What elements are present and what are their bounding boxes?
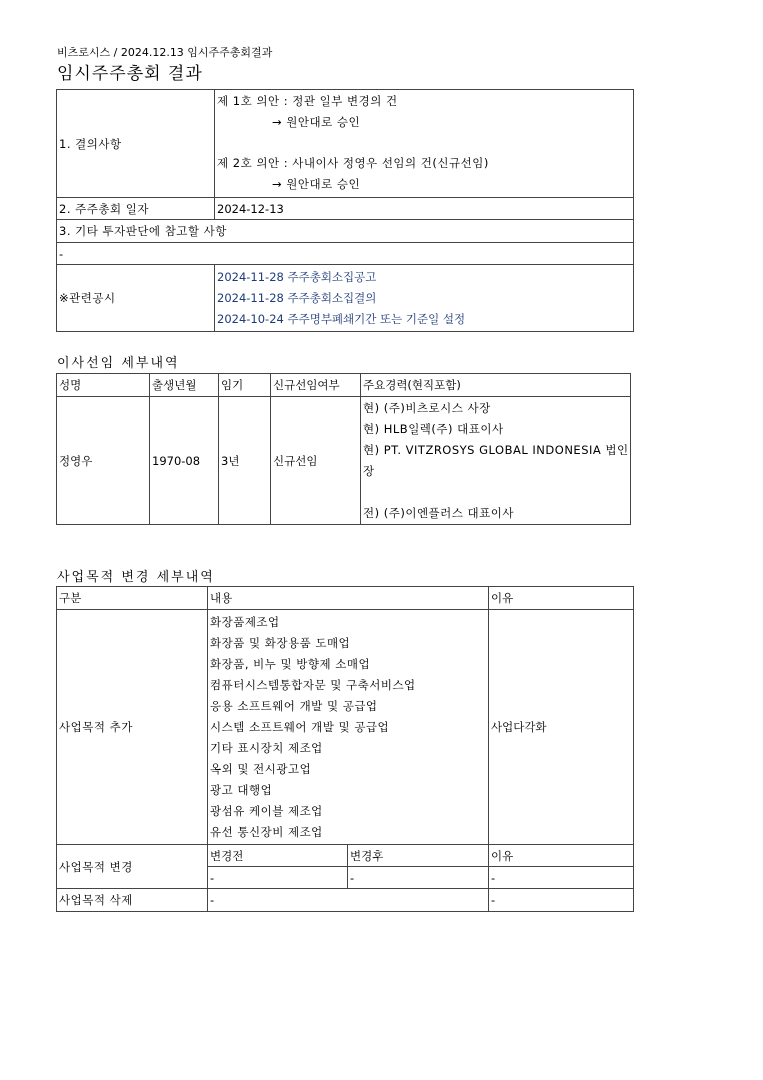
related-disclosure-link[interactable]: 2024-10-24 주주명부폐쇄기간 또는 기준일 설정	[217, 311, 466, 326]
director-new-appointment: 신규선임	[271, 397, 361, 525]
related-disclosure-link[interactable]: 2024-11-28 주주총회소집결의	[217, 290, 377, 305]
agenda-2: 제 2호 의안 : 사내이사 정영우 선임의 건(신규선임)	[217, 156, 489, 170]
delete-purpose-reason: -	[489, 889, 634, 912]
other-info-label: 3. 기타 투자판단에 참고할 사항	[57, 220, 634, 243]
list-item: 시스템 소프트웨어 개발 및 공급업	[210, 719, 390, 734]
page-title: 임시주주총회 결과	[57, 64, 203, 84]
related-disclosure-cell	[215, 265, 634, 332]
header-career: 주요경력(현직포함)	[361, 374, 631, 397]
related-disclosure-label: ※관련공시	[57, 265, 215, 332]
related-disclosure-link[interactable]: 2024-11-28 주주총회소집공고	[217, 269, 377, 284]
table-row	[57, 265, 634, 332]
career-line: 현) PT. VITZROSYS GLOBAL INDONESIA 법인	[363, 442, 629, 457]
list-item: 화장품 및 화장용품 도매업	[210, 635, 351, 650]
career-line	[363, 482, 628, 503]
agenda-2-result: → 원안대로 승인	[272, 177, 361, 191]
header-birth: 출생년월	[150, 374, 219, 397]
list-item: 옥외 및 전시광고업	[210, 761, 312, 776]
change-purpose-label: 사업목적 변경	[57, 845, 208, 889]
change-after-value: -	[348, 867, 489, 889]
list-item: 화장품제조업	[210, 614, 280, 629]
meeting-date-value: 2024-12-13	[215, 198, 634, 220]
add-purpose-reason: 사업다각화	[489, 610, 634, 845]
table-row	[57, 845, 634, 867]
add-purpose-label: 사업목적 추가	[57, 610, 208, 845]
other-info-value: -	[57, 243, 634, 265]
career-line: 현) HLB일렉(주) 대표이사	[363, 421, 504, 436]
list-item: 컴퓨터시스템통합자문 및 구축서비스업	[210, 677, 416, 692]
list-item: 응용 소프트웨어 개발 및 공급업	[210, 698, 378, 713]
list-item: 유선 통신장비 제조업	[210, 824, 323, 839]
resolutions-label: 1. 결의사항	[57, 90, 215, 198]
table-row	[57, 587, 634, 610]
change-header-reason: 이유	[489, 845, 634, 867]
change-reason-value: -	[489, 867, 634, 889]
delete-purpose-label: 사업목적 삭제	[57, 889, 208, 912]
director-name: 정영우	[57, 397, 150, 525]
list-item: 화장품, 비누 및 방향제 소매업	[210, 656, 371, 671]
table-row	[57, 397, 631, 525]
table-row	[57, 610, 634, 845]
change-header-after: 변경후	[348, 845, 489, 867]
header-name: 성명	[57, 374, 150, 397]
career-line: 현) (주)비츠로시스 사장	[363, 400, 491, 415]
purpose-section-title: 사업목적 변경 세부내역	[57, 570, 215, 585]
header-reason: 이유	[489, 587, 634, 610]
list-item: 광섬유 케이블 제조업	[210, 803, 323, 818]
meeting-date-label: 2. 주주총회 일자	[57, 198, 215, 220]
delete-purpose-value: -	[208, 889, 489, 912]
table-row	[57, 374, 631, 397]
change-header-before: 변경전	[208, 845, 348, 867]
agenda-1: 제 1호 의안 : 정관 일부 변경의 건	[217, 94, 398, 108]
resolutions-cell	[215, 90, 634, 198]
change-before-value: -	[208, 867, 348, 889]
add-purpose-list	[208, 610, 489, 845]
director-term: 3년	[219, 397, 271, 525]
purpose-table	[56, 586, 634, 912]
list-item: 광고 대행업	[210, 782, 273, 797]
director-table	[56, 373, 631, 525]
table-row	[57, 243, 634, 265]
header-category: 구분	[57, 587, 208, 610]
header-content: 내용	[208, 587, 489, 610]
breadcrumb: 비츠로시스 / 2024.12.13 임시주주총회결과	[57, 46, 273, 59]
career-line: 전) (주)이엔플러스 대표이사	[363, 505, 514, 520]
table-row	[57, 220, 634, 243]
results-table	[56, 89, 634, 332]
career-line: 장	[363, 463, 375, 478]
header-new-appointment: 신규선임여부	[271, 374, 361, 397]
list-item: 기타 표시장치 제조업	[210, 740, 323, 755]
table-row	[57, 90, 634, 198]
table-row	[57, 889, 634, 912]
table-row	[57, 198, 634, 220]
director-section-title: 이사선임 세부내역	[57, 356, 180, 371]
header-term: 임기	[219, 374, 271, 397]
director-birth: 1970-08	[150, 397, 219, 525]
director-career	[361, 397, 631, 525]
agenda-1-result: → 원안대로 승인	[272, 115, 361, 129]
